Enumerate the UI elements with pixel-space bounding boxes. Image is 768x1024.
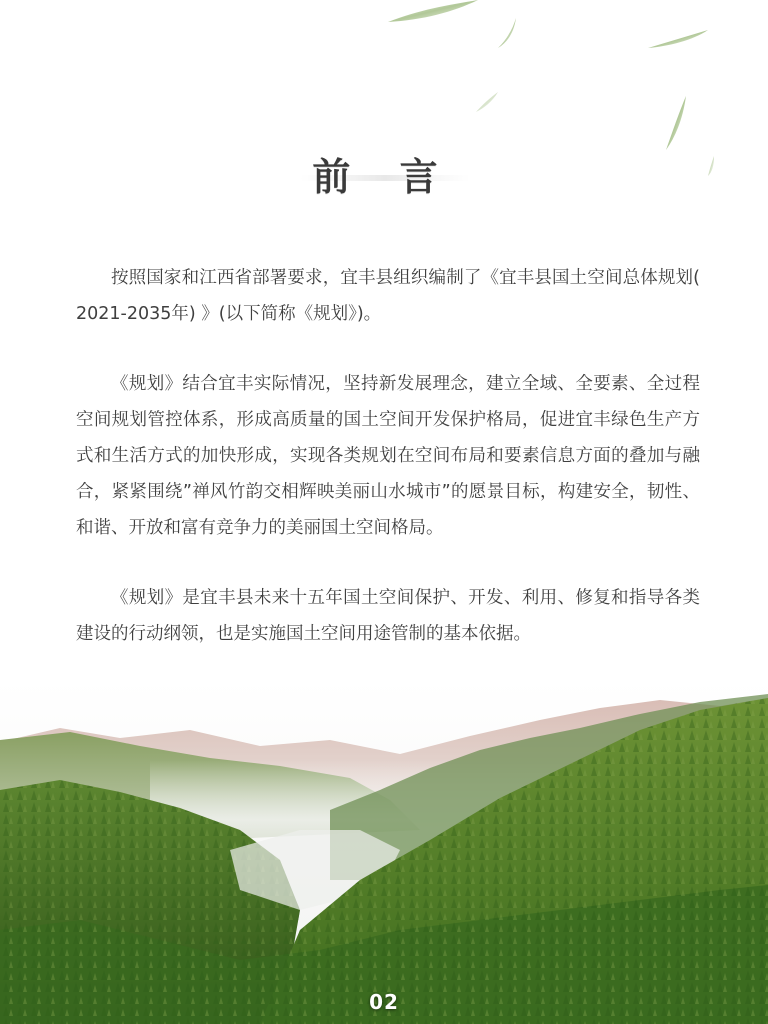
mountain-forest-illustration [0,680,768,1024]
paragraph-2: 《规划》结合宜丰实际情况，坚持新发展理念，建立全域、全要素、全过程空间规划管控体系，形成高质量的国土空间开发保护格局，促进宜丰绿色生产方式和生活方式的加快形成，实现各类规划在空间布局和要素信息方面的叠加与融合，紧紧围绕”禅风竹韵交相辉映美丽山水城市”的愿景目标，构建安全，韧性、和谐、开放和富有竞争力的美丽国土空间格局。 [76,374,700,538]
page-number: 02 [369,990,399,1014]
preface-body [76,260,700,686]
paragraph-3: 《规划》是宜丰县未来十五年国土空间保护、开发、利用、修复和指导各类建设的行动纲领，也是实施国土空间用途管制的基本依据。 [76,588,700,644]
page-title: 前 言 [312,155,456,199]
paragraph-1: 按照国家和江西省部署要求，宜丰县组织编制了《宜丰县国土空间总体规划( 2021-2035年) 》(以下简称《规划》)。 [76,268,700,324]
